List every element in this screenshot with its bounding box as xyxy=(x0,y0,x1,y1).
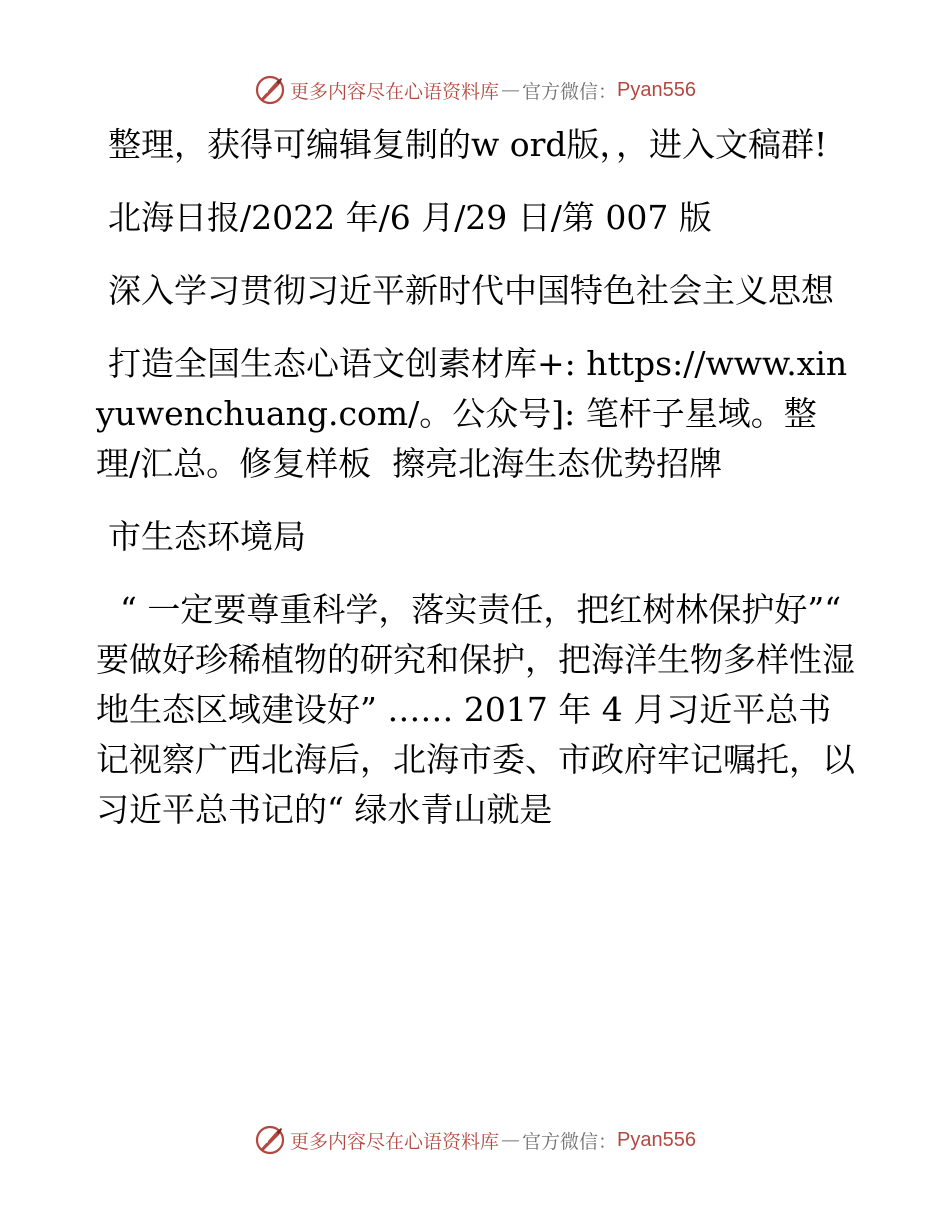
intro-paragraph: 整理，获得可编辑复制的w ord版，，进入文稿群! xyxy=(108,125,828,164)
banner-slogan: 更多内容尽在心语资料库 xyxy=(290,80,500,103)
banner-wechat-label: 官方微信： xyxy=(522,80,618,103)
banner-wechat-id: Pyan556 xyxy=(617,1128,696,1151)
quill-pen-circle-icon xyxy=(254,74,286,106)
banner-slogan: 更多内容尽在心语资料库 xyxy=(290,1130,500,1153)
author-line: 市生态环境局 xyxy=(108,517,306,556)
footer-watermark-banner xyxy=(0,1120,950,1160)
banner-dash: — xyxy=(501,79,521,101)
header-watermark-banner xyxy=(0,70,950,110)
banner-wechat-label: 官方微信： xyxy=(522,1130,618,1153)
source-line: 北海日报/2022 年/6 月/29 日/第 007 版 xyxy=(108,198,712,237)
column-heading: 深入学习贯彻习近平新时代中国特色社会主义思想 xyxy=(108,271,834,310)
document-body xyxy=(96,120,856,858)
quill-pen-circle-icon xyxy=(254,1124,286,1156)
banner-dash: — xyxy=(501,1129,521,1151)
body-paragraph: “ 一定要尊重科学，落实责任，把红树林保护好”“ 要做好珍稀植物的研究和保护，把海洋生物多样性湿地生态区域建设好” …… 2017 年 4 月习近平总书记视察广西北海后，北海市委、市政府牢记嘱托，以习近平总书记的“ 绿水青山就是 xyxy=(96,590,855,829)
article-title: 打造全国生态心语文创素材库+: https://www.xinyuwenchuang.com/。公众号]: 笔杆子星域。整理/汇总。修复样板 擦亮北海生态优势招牌 xyxy=(96,344,848,483)
banner-wechat-id: Pyan556 xyxy=(617,78,696,101)
